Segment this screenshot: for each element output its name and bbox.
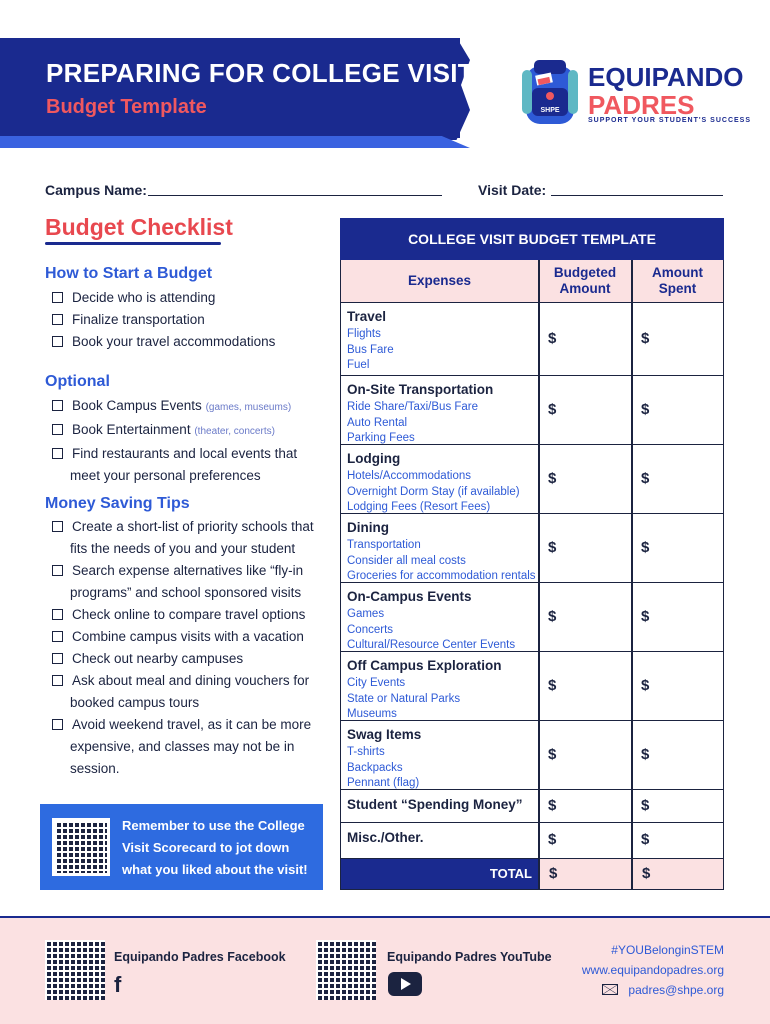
total-spent-cell[interactable] — [633, 859, 723, 889]
page-title: PREPARING FOR COLLEGE VISITS — [46, 58, 492, 88]
checkbox[interactable] — [52, 675, 63, 686]
expense-subitem: Pennant (flag) — [347, 777, 420, 789]
facebook-icon[interactable]: f — [114, 972, 122, 997]
expense-subitem: Parking Fees — [347, 432, 415, 444]
budgeted-amount-field[interactable]: $ — [548, 607, 557, 625]
checkbox[interactable] — [52, 336, 63, 347]
budgeted-amount-field[interactable]: $ — [548, 469, 557, 487]
col-header-budgeted: Budgeted Amount — [539, 260, 631, 302]
email-row[interactable]: padres@shpe.org — [582, 980, 724, 1000]
envelope-icon — [602, 984, 618, 995]
checkbox[interactable] — [52, 609, 63, 620]
expense-subitem: Consider all meal costs — [347, 554, 466, 567]
youtube-icon[interactable] — [388, 972, 422, 996]
money-saving-list — [52, 516, 337, 780]
col-header-spent: Amount Spent — [632, 260, 723, 302]
checklist-item-cont: programs” and school sponsored visits — [70, 585, 302, 600]
checkbox[interactable] — [52, 565, 63, 576]
expense-subitem: Museums — [347, 708, 397, 720]
checklist-item-cont: fits the needs of you and your student — [70, 541, 296, 556]
expense-subitem: Transportation — [347, 539, 421, 551]
checklist-item[interactable]: Decide who is attending — [52, 287, 332, 309]
expense-category: On-Campus Events — [347, 589, 472, 604]
budget-table-title: COLLEGE VISIT BUDGET TEMPLATE — [340, 218, 724, 260]
total-amount: $ — [549, 865, 558, 882]
checklist-item[interactable]: Avoid weekend travel, as it can be more — [52, 714, 337, 736]
spent-amount-field[interactable]: $ — [641, 676, 650, 694]
expense-subitem: City Events — [347, 677, 406, 689]
spent-amount-field[interactable]: $ — [641, 400, 650, 418]
budgeted-amount-field[interactable]: $ — [548, 796, 557, 814]
checkbox[interactable] — [52, 424, 63, 435]
budgeted-amount-field[interactable]: $ — [548, 329, 557, 347]
checklist-item[interactable]: Check online to compare travel options — [52, 604, 337, 626]
checkbox[interactable] — [52, 719, 63, 730]
hashtag: #YOUBelonginSTEM — [611, 943, 724, 957]
header-banner-edge — [440, 40, 470, 140]
spent-amount-field[interactable]: $ — [641, 745, 650, 763]
checklist-item[interactable]: Ask about meal and dining vouchers for — [52, 670, 337, 692]
header-banner-accent — [0, 136, 470, 148]
visit-date-field[interactable] — [551, 195, 723, 196]
table-row-divider — [341, 651, 723, 652]
spent-amount-field[interactable]: $ — [641, 607, 650, 625]
expense-subitem: Auto Rental — [347, 416, 408, 429]
expense-subitem: Ride Share/Taxi/Bus Fare — [347, 401, 479, 413]
checkbox[interactable] — [52, 631, 63, 642]
table-row-divider — [341, 444, 723, 445]
checklist-item[interactable]: Find restaurants and local events that — [52, 443, 332, 465]
checklist-item[interactable]: Book your travel accommodations — [52, 331, 332, 353]
checklist-item[interactable]: Create a short-list of priority schools that — [52, 516, 337, 538]
checklist-item[interactable]: Book Campus Events (games, museums) — [52, 395, 332, 419]
backpack-logo-icon — [520, 56, 580, 126]
expense-subitem: T-shirts — [347, 746, 385, 758]
campus-name-field[interactable] — [148, 195, 442, 196]
expense-subitem: Groceries for accommodation rentals — [347, 570, 536, 582]
budget-checklist-heading: Budget Checklist — [45, 214, 233, 240]
expense-category: Misc./Other. — [347, 830, 424, 845]
optional-heading: Optional — [45, 373, 110, 390]
budgeted-amount-field[interactable]: $ — [548, 400, 557, 418]
heading-underline — [45, 242, 221, 245]
visit-date-label: Visit Date: — [478, 182, 547, 198]
expense-subitem: Flights — [347, 328, 381, 340]
scorecard-reminder-text: Remember to use the College Visit Scorecard to jot down what you liked about the visit! — [122, 818, 308, 877]
checkbox[interactable] — [52, 653, 63, 664]
checkbox[interactable] — [52, 448, 63, 459]
how-to-start-list — [52, 287, 332, 353]
table-row-divider — [341, 302, 723, 303]
spent-amount-field[interactable]: $ — [641, 538, 650, 556]
budgeted-amount-field[interactable]: $ — [548, 676, 557, 694]
expense-subitem: Concerts — [347, 623, 394, 636]
expense-category: Lodging — [347, 451, 401, 466]
total-budgeted-cell[interactable] — [540, 859, 631, 889]
spent-amount-field[interactable]: $ — [641, 329, 650, 347]
logo-word-padres: PADRES — [588, 90, 695, 120]
col-header-expenses: Expenses — [341, 260, 538, 302]
checkbox[interactable] — [52, 400, 63, 411]
table-row-divider — [341, 720, 723, 721]
facebook-qr-code-icon[interactable] — [45, 940, 105, 1000]
checkbox[interactable] — [52, 521, 63, 532]
facebook-link[interactable]: Equipando Padres Facebook — [114, 950, 286, 964]
expense-subitem: Bus Fare — [347, 343, 394, 356]
table-row-divider — [341, 513, 723, 514]
checklist-item-cont: meet your personal preferences — [70, 468, 261, 483]
expense-subitem: Games — [347, 608, 385, 620]
checklist-item[interactable]: Book Entertainment (theater, concerts) — [52, 419, 332, 443]
checklist-item-cont: booked campus tours — [70, 695, 200, 710]
table-row-divider — [341, 375, 723, 376]
expense-category: Off Campus Exploration — [347, 658, 502, 673]
website-link[interactable]: www.equipandopadres.org — [581, 963, 724, 977]
budgeted-amount-field[interactable]: $ — [548, 538, 557, 556]
expense-category: On-Site Transportation — [347, 382, 494, 397]
budgeted-amount-field[interactable]: $ — [548, 831, 557, 848]
table-row-divider — [341, 789, 723, 790]
shpe-badge-text: SHPE — [540, 107, 560, 114]
spent-amount-field[interactable]: $ — [641, 796, 650, 814]
youtube-qr-code-icon[interactable] — [316, 940, 376, 1000]
youtube-link[interactable]: Equipando Padres YouTube — [387, 950, 552, 964]
table-row-divider — [341, 582, 723, 583]
budgeted-amount-field[interactable]: $ — [548, 745, 557, 763]
checklist-item[interactable]: Combine campus visits with a vacation — [52, 626, 337, 648]
expense-subitem: Cultural/Resource Center Events — [347, 639, 516, 651]
expense-subitem: Hotels/Accommodations — [347, 470, 471, 482]
page-subtitle: Budget Template — [46, 96, 207, 118]
checklist-item-cont: session. — [70, 761, 120, 776]
money-saving-heading: Money Saving Tips — [45, 495, 190, 512]
footer-contact — [582, 940, 724, 1000]
spent-amount-field[interactable]: $ — [641, 469, 650, 487]
expense-category: Dining — [347, 520, 389, 535]
table-row-divider — [341, 822, 723, 823]
expense-subitem: Backpacks — [347, 761, 403, 774]
expense-subitem: State or Natural Parks — [347, 692, 461, 705]
expense-category: Swag Items — [347, 727, 422, 742]
checklist-item[interactable]: Finalize transportation — [52, 309, 332, 331]
total-amount: $ — [642, 865, 651, 882]
expense-subitem: Fuel — [347, 359, 370, 371]
scorecard-qr-code-icon[interactable] — [52, 818, 110, 876]
checkbox[interactable] — [52, 314, 63, 325]
expense-subitem: Overnight Dorm Stay (if available) — [347, 485, 520, 498]
logo-tagline: SUPPORT YOUR STUDENT'S SUCCESS — [588, 117, 751, 124]
spent-amount-field[interactable]: $ — [641, 831, 650, 848]
checklist-item[interactable]: Check out nearby campuses — [52, 648, 337, 670]
expense-category: Travel — [347, 309, 387, 324]
column-divider — [631, 260, 633, 889]
checklist-item[interactable]: Search expense alternatives like “fly-in — [52, 560, 337, 582]
total-label: TOTAL — [341, 859, 538, 889]
campus-name-label: Campus Name: — [45, 182, 147, 198]
optional-list — [52, 395, 332, 487]
expense-category: Student “Spending Money” — [347, 797, 523, 812]
checkbox[interactable] — [52, 292, 63, 303]
logo-word-equipando: EQUIPANDO — [588, 62, 744, 92]
how-to-start-heading: How to Start a Budget — [45, 265, 213, 282]
expense-subitem: Lodging Fees (Resort Fees) — [347, 501, 491, 513]
checklist-item-cont: expensive, and classes may not be in — [70, 739, 295, 754]
column-divider — [538, 260, 540, 889]
